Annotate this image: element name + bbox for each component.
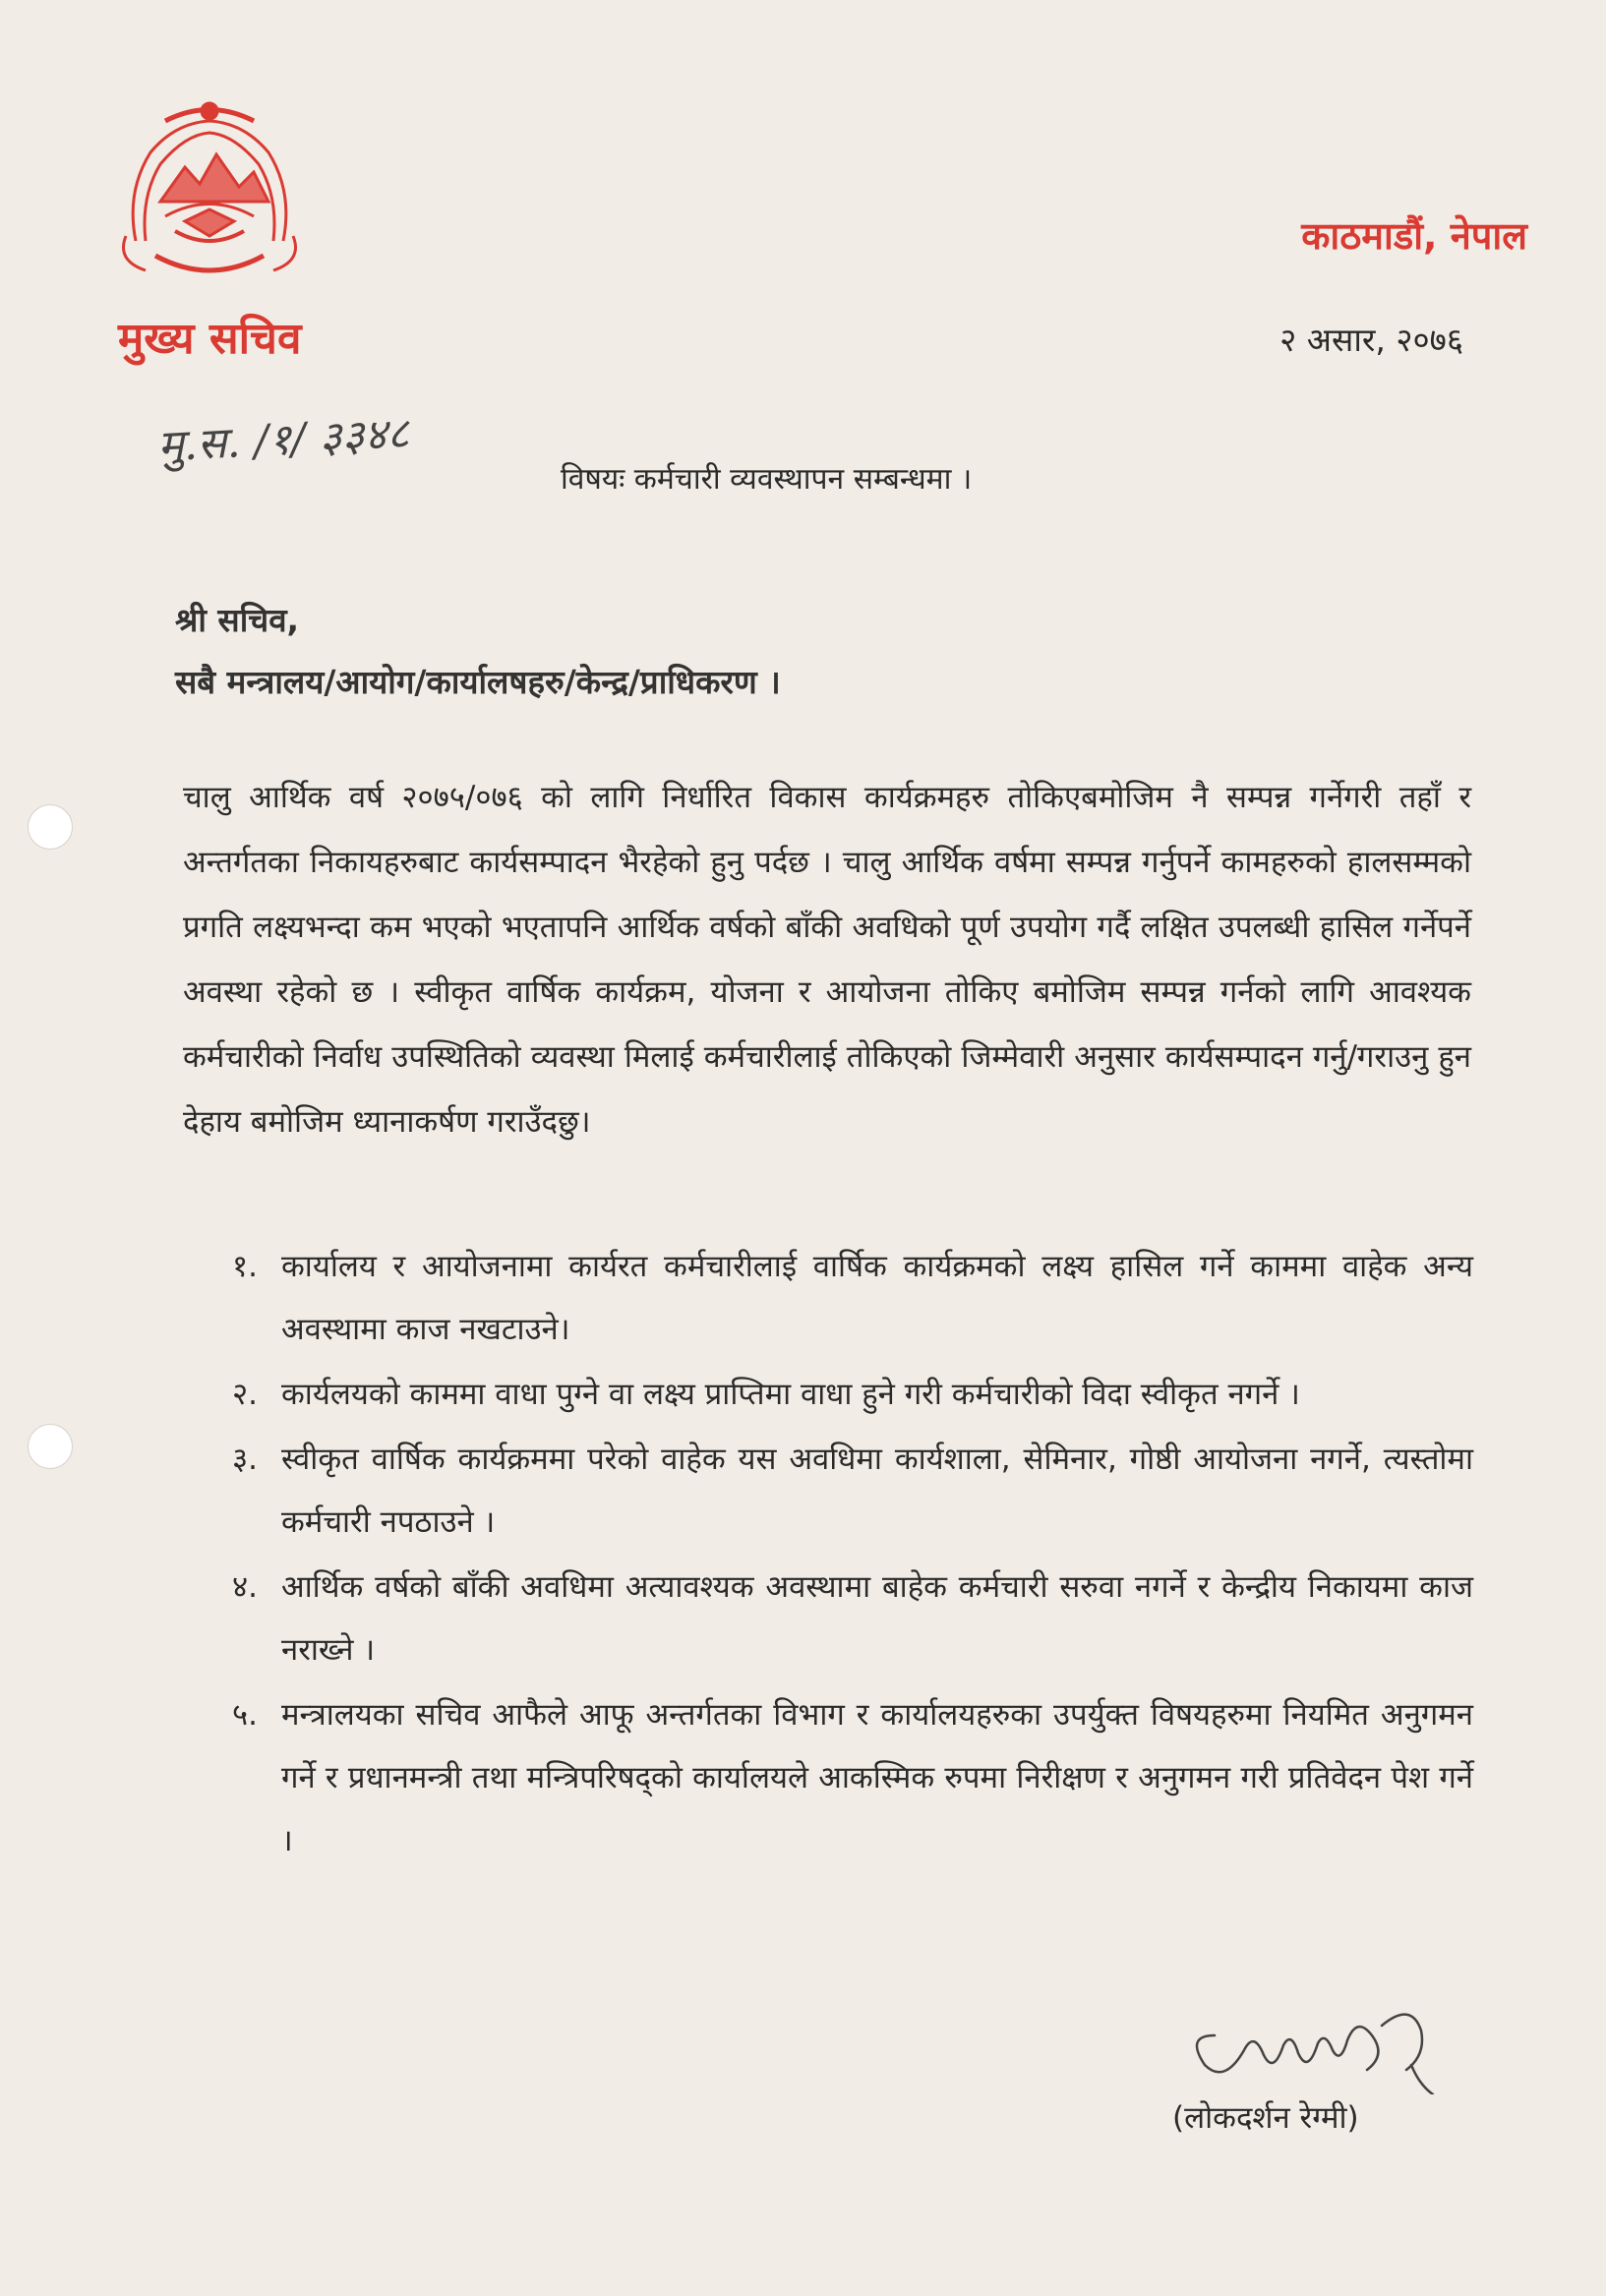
- list-item-text: मन्त्रालयका सचिव आफैले आफू अन्तर्गतका विभाग र कार्यालयहरुका उपर्युक्त विषयहरुमा नियमित अनुगमन गर्ने र प्रधानमन्त्री तथा मन्त्रिपरिषद्को कार्यालयले आकस्मिक रुपमा निरीक्षण र अनुगमन गरी प्रतिवेदन पेश गर्ने ।: [281, 1697, 1473, 1858]
- list-item-text: आर्थिक वर्षको बाँकी अवधिमा अत्यावश्यक अवस्थामा बाहेक कर्मचारी सरुवा नगर्ने र केन्द्रीय निकायमा काज नराख्ने ।: [281, 1569, 1474, 1668]
- punch-hole: [28, 1424, 73, 1469]
- list-item: [232, 1235, 1473, 1361]
- list-item-text: स्वीकृत वार्षिक कार्यक्रममा परेको वाहेक यस अवधिमा कार्यशाला, सेमिनार, गोष्ठी आयोजना नगर्ने, त्यस्तोमा कर्मचारी नपठाउने ।: [281, 1442, 1473, 1540]
- directive-list: [232, 1235, 1473, 1874]
- signatory-name: (लोकदर्शन रेग्मी): [1172, 2100, 1359, 2136]
- recipient-line-2: सबै मन्त्रालय/आयोग/कार्यालषहरु/केन्द्र/प्राधिकरण ।: [175, 663, 781, 701]
- reference-number: मु.स. /१/ ३३४८: [155, 408, 411, 472]
- nepal-emblem-icon: [106, 93, 313, 290]
- punch-hole: [28, 804, 73, 850]
- list-item-number: ५.: [232, 1697, 258, 1733]
- list-item-text: कार्यालय र आयोजनामा कार्यरत कर्मचारीलाई वार्षिक कार्यक्रमको लक्ष्य हासिल गर्ने काममा वाहेक अन्य अवस्थामा काज नखटाउने।: [281, 1249, 1473, 1347]
- list-item: [232, 1363, 1473, 1426]
- office-title: मुख्य सचिव: [118, 314, 302, 364]
- list-item-number: ३.: [232, 1442, 258, 1477]
- list-item-number: ४.: [232, 1569, 258, 1605]
- list-item-text: कार्यलयको काममा वाधा पुग्ने वा लक्ष्य प्राप्तिमा वाधा हुने गरी कर्मचारीको विदा स्वीकृत नगर्ने ।: [281, 1377, 1300, 1412]
- body-paragraph: चालु आर्थिक वर्ष २०७५/०७६ को लागि निर्धारित विकास कार्यक्रमहरु तोकिएबमोजिम नै सम्पन्न गर्नेगरी तहाँ र अन्तर्गतका निकायहरुबाट कार्यसम्पादन भैरहेको हुनु पर्दछ । चालु आर्थिक वर्षमा सम्पन्न गर्नुपर्ने कामहरुको हालसम्मको प्रगति लक्ष्यभन्दा कम भएको भएतापनि आर्थिक वर्षको बाँकी अवधिको पूर्ण उपयोग गर्दै लक्षित उपलब्धी हासिल गर्नेपर्ने अवस्था रहेको छ । स्वीकृत वार्षिक कार्यक्रम, योजना र आयोजना तोकिए बमोजिम सम्पन्न गर्नको लागि आवश्यक कर्मचारीको निर्वाध उपस्थितिको व्यवस्था मिलाई कर्मचारीलाई तोकिएको जिम्मेवारी अनुसार कार्यसम्पादन गर्नु/गराउनु हुन देहाय बमोजिम ध्यानाकर्षण गराउँदछु।: [183, 780, 1471, 1140]
- list-item: [232, 1428, 1473, 1554]
- list-item-number: १.: [232, 1249, 258, 1284]
- letter-date: २ असार, २०७६: [1279, 321, 1463, 359]
- recipient-line-1: श्री सचिव,: [175, 601, 300, 639]
- list-item: [232, 1683, 1473, 1872]
- list-item: [232, 1556, 1473, 1681]
- handwritten-signature: [1175, 1996, 1451, 2094]
- list-item-number: २.: [232, 1377, 258, 1412]
- place-name: काठमाडौं, नेपाल: [1301, 214, 1527, 258]
- subject-line: विषयः कर्मचारी व्यवस्थापन सम्बन्धमा ।: [561, 462, 973, 497]
